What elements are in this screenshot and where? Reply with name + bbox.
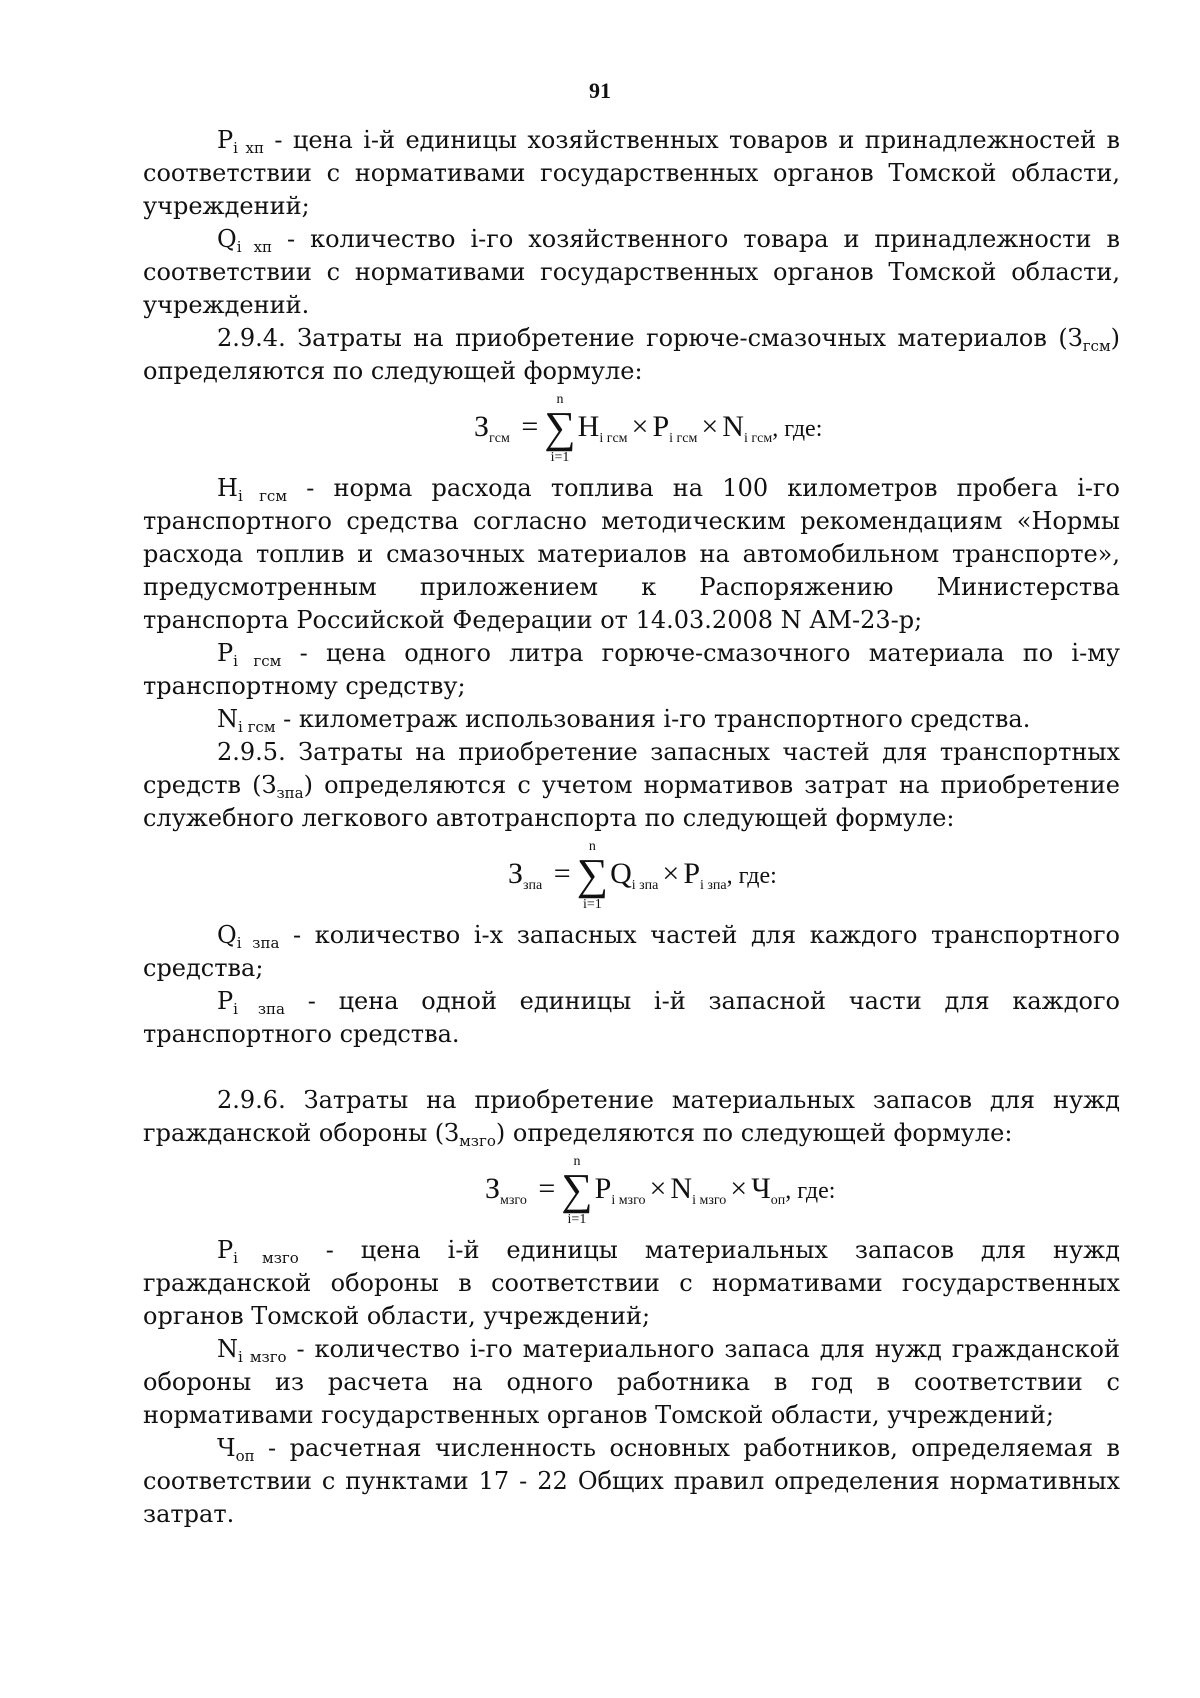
formula-zpa: $З_{зпа}$ = ∑ n i=1 $Q_{i зпа} \times P_{i зпа}$, где: [508,839,777,912]
paragraph-h-gsm: $H_{i гсм}$ - норма расхода топлива на 100 километров пробега i-го транспортного средства согласно методическим рекомендациям «Нормы расхода топлив и смазочных материалов на автомобильном транспорте», предусмотренным приложением к Распоряжению Министерства транспорта Российской Федерации от 14.03.2008 N АМ-23-р; [143,474,1121,634]
paragraph-2-9-6: 2.9.6. Затраты на приобретение материальных запасов для нужд гражданской обороны $(З_{мзго})$ определяются по следующей формуле: [143,1086,1120,1150]
paragraph-q-zpa: $Q_{i зпа}$ - количество i-х запасных частей для каждого транспортного средства; [143,921,1121,982]
paragraph-2-9-5: 2.9.5. Затраты на приобретение запасных частей для транспортных средств $(З_{зпа})$ определяются с учетом нормативов затрат на приобретение служебного легкового автотранспорта по следующей формуле: [143,738,1120,832]
paragraph-n-mzgo: $N_{i мзго}$ - количество i-го материального запаса для нужд гражданской обороны из расчета на одного работника в год в соответствии с нормативами государственных органов Томской области, учреждений; [143,1335,1120,1429]
sum-sign: ∑ n i=1 [544,392,576,465]
paragraph-n-gsm: $N_{i гсм}$ - километраж использования i-го транспортного средства. [217,705,1031,736]
formula-gsm: $З_{гсм}$ = ∑ n i=1 $H_{i гсм} \times P_{i гсм} \times N_{i гсм}$, где: [474,392,823,465]
paragraph-p-mzgo: $P_{i мзго}$ - цена i-й единицы материальных запасов для нужд гражданской обороны в соответствии с нормативами государственных органов Томской области, учреждений; [143,1236,1120,1330]
paragraph-ch-op: $Ч_{оп}$ - расчетная численность основных работников, определяемая в соответствии с пунктами 17 - 22 Общих правил определения нормативных затрат. [143,1434,1120,1528]
paragraph-2-9-4: 2.9.4. Затраты на приобретение горюче-смазочных материалов $(З_{гсм})$ определяются по следующей формуле: [143,324,1120,385]
sum-sign: ∑ n i=1 [576,839,609,912]
sum-sign: ∑ n i=1 [561,1154,593,1227]
paragraph-p-hp: $P_{i хп}$ - цена i-й единицы хозяйственных товаров и принадлежностей в соответствии с нормативами государственных органов Томской области, учреждений; [143,126,1120,220]
paragraph-q-hp: $Q_{i хп}$ - количество i-го хозяйственного товара и принадлежности в соответствии с нормативами государственных органов Томской области, учреждений. [143,225,1120,319]
page-number: 91 [589,78,611,103]
document-body [143,124,1120,1531]
paragraph-p-zpa: $P_{i зпа}$ - цена одной единицы i-й запасной части для каждого транспортного средства. [143,987,1120,1048]
formula-mzgo: $З_{мзго}$ = ∑ n i=1 $P_{i мзго} \times N_{i мзго} \times Ч_{оп}$, где: [485,1154,836,1227]
paragraph-p-gsm: $P_{i гсм}$ - цена одного литра горюче-смазочного материала по i-му транспортному средству; [143,639,1120,700]
